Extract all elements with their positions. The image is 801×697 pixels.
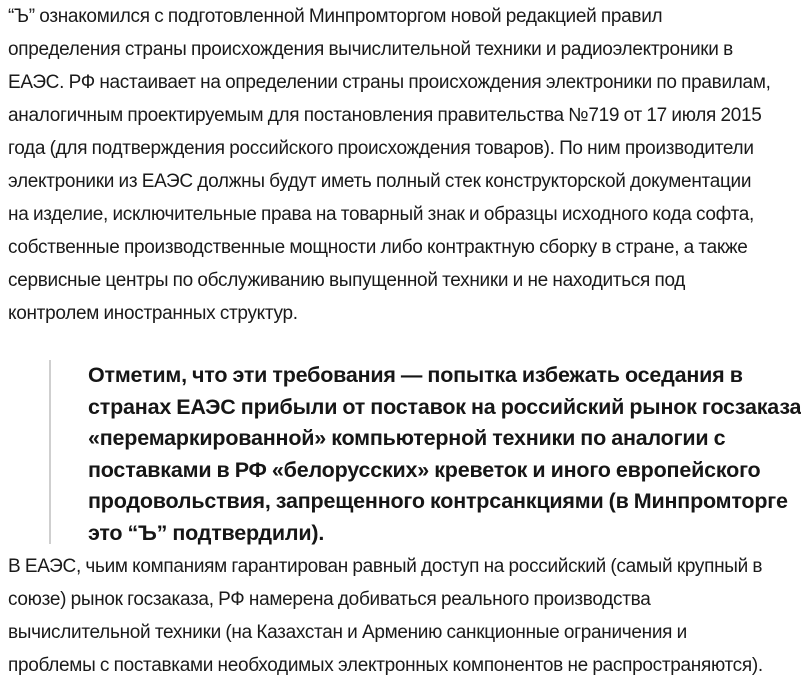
text-line: определения страны происхождения вычислительной техники и радиоэлектроники в <box>8 39 733 60</box>
text-line: вычислительной техники (на Казахстан и Армению санкционные ограничения и <box>8 622 687 643</box>
paragraph-eaeu <box>0 550 796 682</box>
pull-quote <box>49 360 801 544</box>
text-line: В ЕАЭС, чьим компаниям гарантирован равный доступ на российский (самый крупный в <box>8 556 763 577</box>
pull-quote-text <box>51 360 801 550</box>
quote-line: продовольствия, запрещенного контрсанкциями (в Минпромторге <box>88 489 788 514</box>
text-line: проблемы с поставками необходимых электронных компонентов не распространяются). <box>8 655 763 676</box>
text-line: аналогичным проектируемым для постановления правительства №719 от 17 июля 2015 <box>8 105 762 126</box>
text-line: на изделие, исключительные права на товарный знак и образцы исходного кода софта, <box>8 204 755 225</box>
quote-line: Отметим, что эти требования — попытка избежать оседания в <box>88 363 743 387</box>
text-line: “Ъ” ознакомился с подготовленной Минпромторгом новой редакцией правил <box>8 6 663 27</box>
text-line: собственные производственные мощности либо контрактную сборку в стране, а также <box>8 237 748 258</box>
text-line: контролем иностранных структур. <box>8 303 298 324</box>
quote-line: это “Ъ” подтвердили). <box>88 520 325 545</box>
text-line: года (для подтверждения российского происхождения товаров). По ним производители <box>8 138 754 159</box>
text-line: ЕАЭС. РФ настаивает на определении страны происхождения электроники по правилам, <box>8 72 771 93</box>
paragraph-intro <box>0 0 796 330</box>
quote-line: поставками в РФ «белорусских» креветок и иного европейского <box>88 457 761 482</box>
quote-line: «перемаркированной» компьютерной техники по аналогии с <box>88 426 726 451</box>
quote-line: странах ЕАЭС прибыли от поставок на российский рынок госзаказа <box>88 394 801 419</box>
text-line: сервисные центры по обслуживанию выпущенной техники и не находиться под <box>8 270 686 291</box>
text-line: союзе) рынок госзаказа, РФ намерена добиваться реального производства <box>8 589 651 610</box>
text-line: электроники из ЕАЭС должны будут иметь полный стек конструкторской документации <box>8 171 752 192</box>
